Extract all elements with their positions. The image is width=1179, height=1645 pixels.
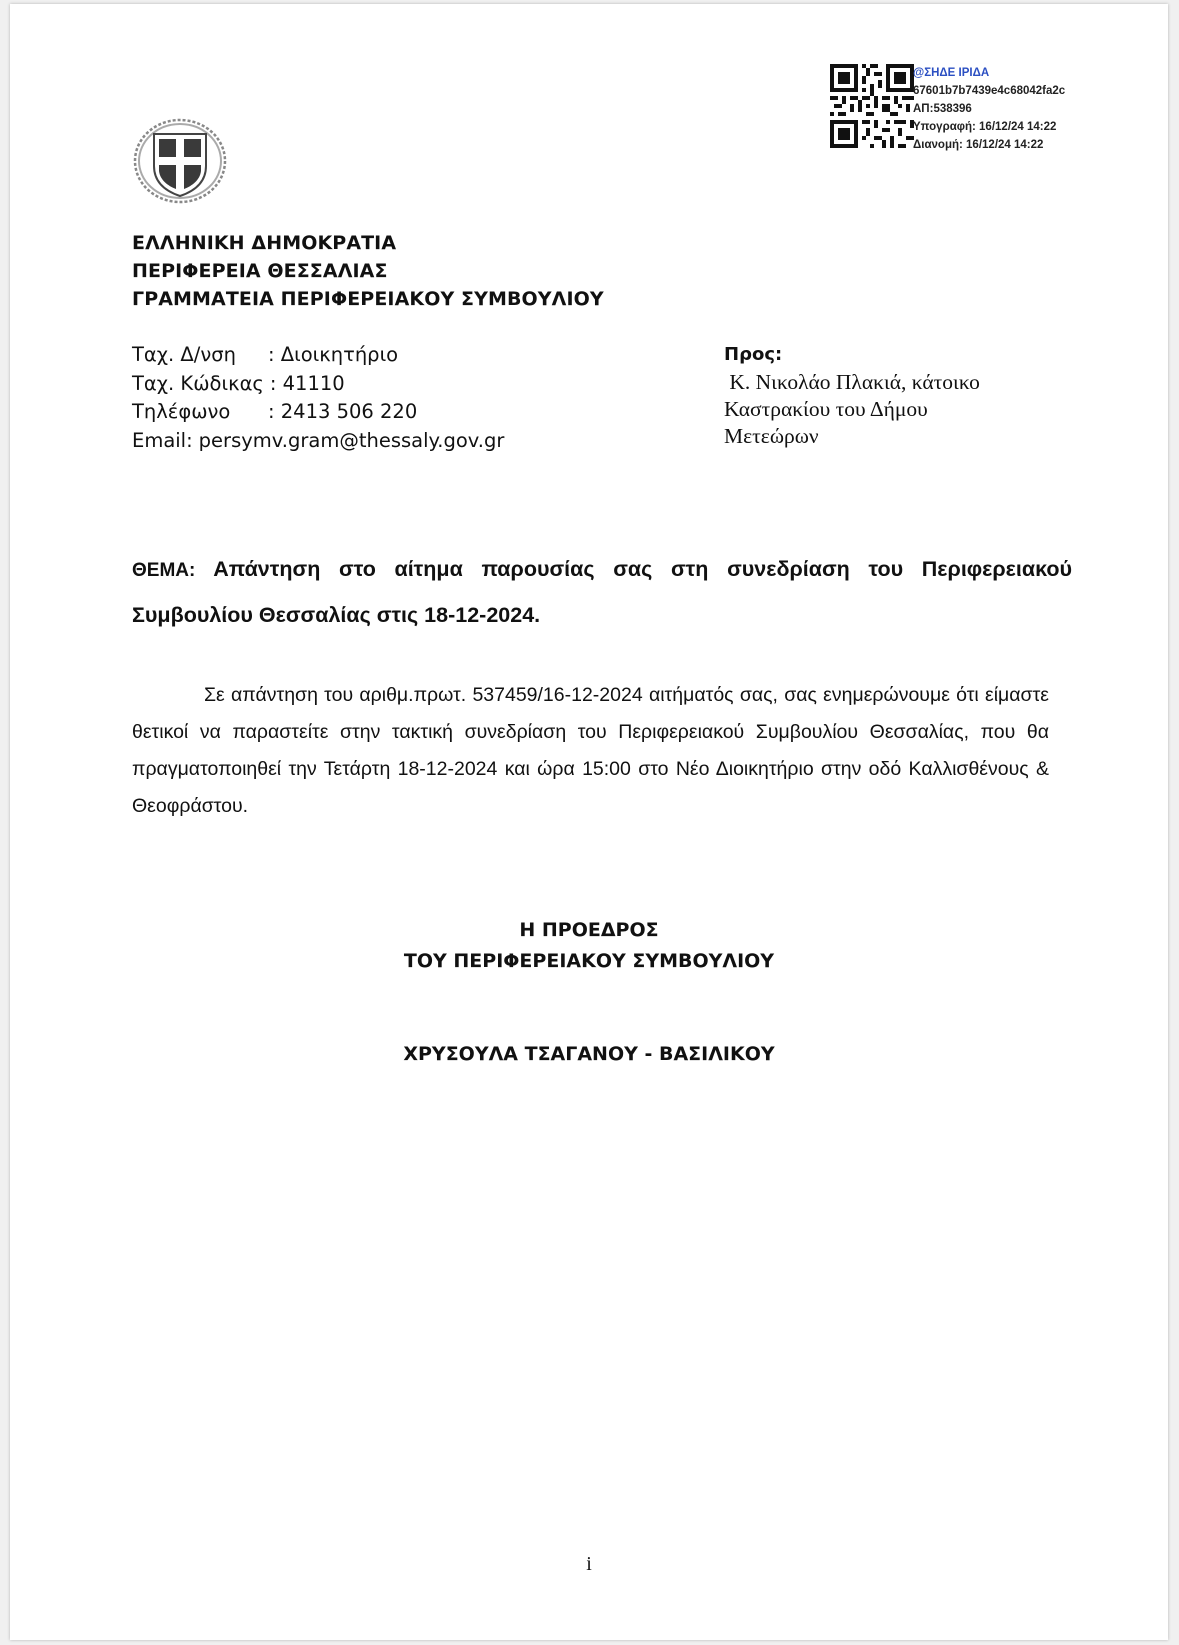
signature-signed: Υπογραφή: 16/12/24 14:22 — [913, 121, 1057, 133]
coat-of-arms-icon — [130, 116, 230, 206]
address-value: : Διοικητήριο — [268, 343, 399, 366]
signer-title — [10, 915, 1168, 977]
issuer-header — [132, 229, 604, 313]
postal-value: : 41110 — [269, 371, 345, 395]
recipient-line3: Μετεώρων — [724, 424, 819, 448]
signature-hash: 67601b7b7439e4c68042fa2c — [913, 85, 1066, 97]
header-region: ΠΕΡΙΦΕΡΕΙΑ ΘΕΣΣΑΛΙΑΣ — [132, 260, 388, 282]
contact-address-row — [132, 341, 504, 370]
phone-value: : 2413 506 220 — [268, 400, 418, 423]
signature-protocol: ΑΠ:538396 — [913, 103, 972, 115]
contact-email-row — [132, 427, 504, 456]
recipient-line1: Κ. Νικολάο Πλακιά, κάτοικο — [724, 370, 980, 394]
contact-postal-row — [132, 370, 504, 399]
header-country: ΕΛΛΗΝΙΚΗ ΔΗΜΟΚΡΑΤΙΑ — [132, 232, 397, 254]
signer-name: ΧΡΥΣΟΥΛΑ ΤΣΑΓΑΝΟΥ - ΒΑΣΙΛΙΚΟΥ — [403, 1043, 775, 1065]
address-label: Ταχ. Δ/νση — [132, 343, 236, 366]
subject-label: ΘΕΜΑ: — [132, 560, 196, 581]
signature-brand: @ΣΗΔΕ ΙΡΙΔΑ — [913, 67, 990, 79]
header-department: ΓΡΑΜΜΑΤΕΙΑ ΠΕΡΙΦΕΡΕΙΑΚΟΥ ΣΥΜΒΟΥΛΙΟΥ — [132, 288, 604, 310]
signature-distributed: Διανομή: 16/12/24 14:22 — [913, 139, 1044, 151]
contact-phone-row — [132, 398, 504, 427]
subject — [132, 547, 1072, 637]
recipient-line2: Καστρακίου του Δήμου — [724, 397, 928, 421]
body-paragraph: Σε απάντηση του αριθμ.πρωτ. 537459/16-12-2024 αιτήματός σας, σας ενημερώνουμε ότι είμαστε θετικοί να παραστείτε στην τακτική συνεδρίαση του Περιφερειακού Συμβουλίου Θεσσαλίας, που θα πραγματοποιηθεί την Τετάρτη 18-12-2024 και ώρα 15:00 στο Νέο Διοικητήριο στην οδό Καλλισθένους & Θεοφράστου. — [132, 684, 1049, 817]
qr-code-icon — [830, 64, 914, 148]
recipient-block — [724, 341, 1054, 450]
page-number: i — [586, 1553, 592, 1575]
postal-label: Ταχ. Κώδικας — [132, 371, 264, 395]
phone-label: Τηλέφωνο — [132, 400, 231, 423]
signer-title-line2: ΤΟΥ ΠΕΡΙΦΕΡΕΙΑΚΟΥ ΣΥΜΒΟΥΛΙΟΥ — [403, 950, 775, 972]
email-value: persymv.gram@thessaly.gov.gr — [198, 428, 505, 452]
signature-stamp — [913, 64, 1065, 154]
document-page — [10, 4, 1168, 1640]
recipient-label: Προς: — [724, 344, 783, 365]
email-label: Email: — [132, 428, 193, 452]
subject-text: Απάντηση στο αίτημα παρουσίας σας στη συνεδρίαση του Περιφερειακού Συμβουλίου Θεσσαλίας στις 18-12-2024. — [132, 557, 1072, 627]
signer-title-line1: Η ΠΡΟΕΔΡΟΣ — [519, 919, 659, 941]
contact-block — [132, 341, 504, 455]
